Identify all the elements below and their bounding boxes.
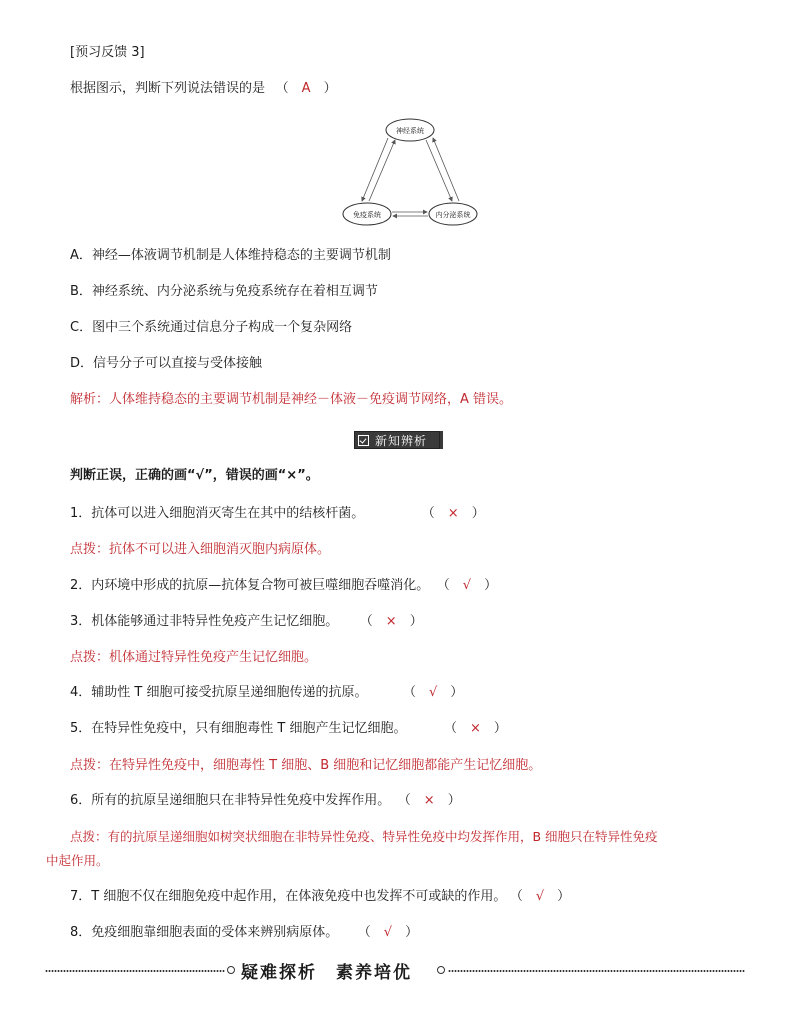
item-3: 3．机体能够通过非特异性免疫产生记忆细胞。 （ × ） — [70, 614, 423, 629]
arrow-immune-to-nervous — [369, 140, 395, 201]
instruction: 判断正误，正确的画“√”，错误的画“×”。 — [70, 468, 319, 483]
item-text: 5．在特异性免疫中，只有细胞毒性 T 细胞产生记忆细胞。 — [70, 721, 407, 736]
item-6-note-line2: 中起作用。 — [46, 853, 109, 868]
answer-mark: A — [301, 81, 311, 96]
arrow-endocrine-to-nervous — [433, 138, 459, 201]
node-nervous-label: 神经系统 — [396, 127, 424, 135]
item-text: 2．内环境中形成的抗原—抗体复合物可被巨噬细胞吞噬消化。 — [70, 578, 430, 593]
item-text: 6．所有的抗原呈递细胞只在非特异性免疫中发挥作用。 — [70, 793, 391, 808]
item-6-note-line1: 点拨：有的抗原呈递细胞如树突状细胞在非特异性免疫、特异性免疫中均发挥作用，B 细胞只在特异性免疫 — [70, 829, 658, 844]
arrow-nervous-to-immune — [362, 138, 388, 201]
section-badge-label: 新知辨析 — [375, 433, 428, 448]
item-1-note: 点拨：抗体不可以进入细胞消灭胞内病原体。 — [70, 542, 331, 557]
section-badge — [354, 431, 440, 449]
option-c: C．图中三个系统通过信息分子构成一个复杂网络 — [70, 320, 353, 335]
node-immune-label: 免疫系统 — [353, 211, 381, 219]
item-mark: √ — [429, 685, 438, 700]
item-3-note: 点拨：机体通过特异性免疫产生记忆细胞。 — [70, 650, 318, 665]
item-text: 1．抗体可以进入细胞消灭寄生在其中的结核杆菌。 — [70, 506, 365, 521]
circle-icon — [227, 966, 235, 974]
footer-title: 疑难探析 素养培优 — [241, 963, 412, 983]
item-mark: √ — [535, 889, 545, 904]
item-text: 4．辅助性 T 细胞可接受抗原呈递细胞传递的抗原。 — [70, 685, 368, 700]
item-4: 4．辅助性 T 细胞可接受抗原呈递细胞传递的抗原。 （ √ ） — [70, 685, 464, 700]
item-text: 8．免疫细胞靠细胞表面的受体来辨别病原体。 — [70, 925, 339, 940]
node-endocrine-label: 内分泌系统 — [435, 211, 471, 219]
item-5-note: 点拨：在特异性免疫中，细胞毒性 T 细胞、B 细胞和记忆细胞都能产生记忆细胞。 — [70, 758, 542, 773]
item-mark: × — [447, 506, 459, 521]
item-mark: × — [470, 721, 481, 736]
item-7: 7．T 细胞不仅在细胞免疫中起作用，在体液免疫中也发挥不可或缺的作用。 （ √ ） — [70, 889, 571, 904]
item-1: 1．抗体可以进入细胞消灭寄生在其中的结核杆菌。 （ × ） — [70, 506, 485, 521]
header-tag: [预习反馈 3] — [70, 45, 145, 60]
item-text: 7．T 细胞不仅在细胞免疫中起作用，在体液免疫中也发挥不可或缺的作用。 — [70, 889, 507, 904]
item-mark: × — [423, 793, 435, 808]
item-text: 3．机体能够通过非特异性免疫产生记忆细胞。 — [70, 614, 339, 629]
option-b: B．神经系统、内分泌系统与免疫系统存在着相互调节 — [70, 284, 378, 299]
analysis-text: 解析：人体维持稳态的主要调节机制是神经－体液－免疫调节网络，A 错误。 — [70, 392, 513, 407]
option-d: D．信号分子可以直接与受体接触 — [70, 356, 263, 371]
item-mark: √ — [383, 925, 393, 940]
circle-icon — [437, 966, 445, 974]
item-mark: √ — [462, 578, 472, 593]
checklist-icon — [358, 435, 369, 446]
item-2: 2．内环境中形成的抗原—抗体复合物可被巨噬细胞吞噬消化。 （ √ ） — [70, 578, 498, 593]
item-5: 5．在特异性免疫中，只有细胞毒性 T 细胞产生记忆细胞。 （ × ） — [70, 721, 507, 736]
regulation-diagram — [340, 115, 480, 227]
item-mark: × — [385, 614, 397, 629]
stem-text: 根据图示，判断下列说法错误的是 — [70, 81, 266, 96]
question-stem: 根据图示，判断下列说法错误的是 （ A ） — [70, 81, 337, 96]
section-footer — [45, 958, 745, 984]
item-6: 6．所有的抗原呈递细胞只在非特异性免疫中发挥作用。 （ × ） — [70, 793, 461, 808]
option-a: A．神经—体液调节机制是人体维持稳态的主要调节机制 — [70, 248, 391, 263]
arrow-nervous-to-endocrine — [426, 140, 452, 201]
item-8: 8．免疫细胞靠细胞表面的受体来辨别病原体。 （ √ ） — [70, 925, 419, 940]
